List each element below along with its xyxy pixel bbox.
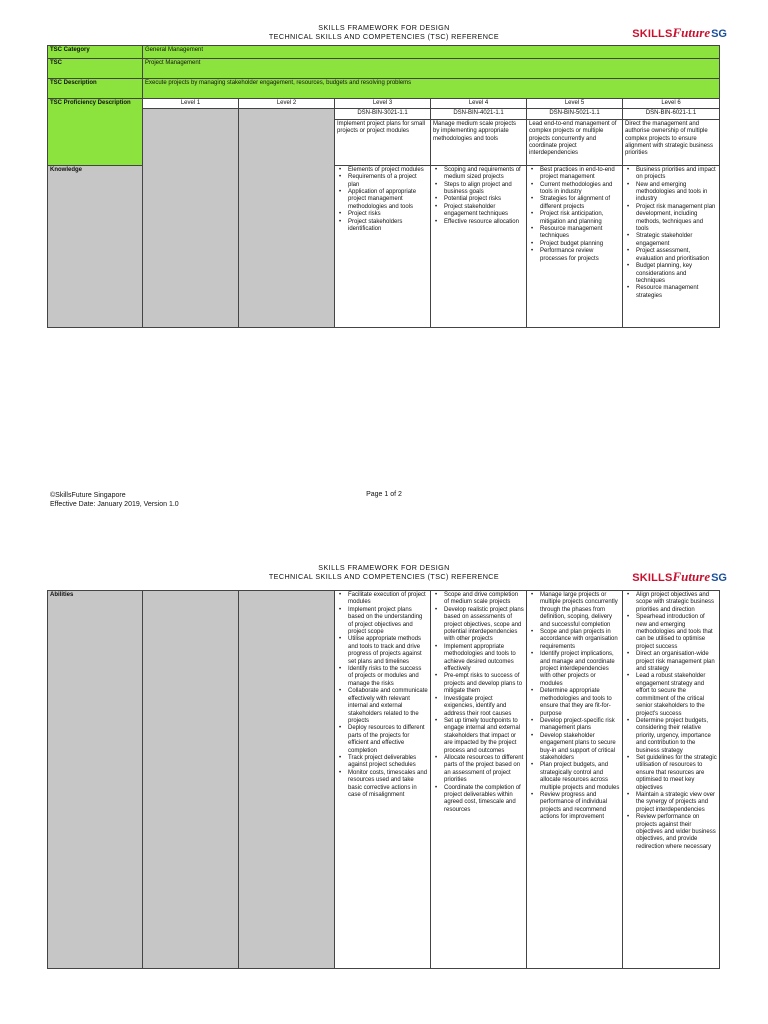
level-6-header: Level 6 <box>623 99 720 109</box>
abilities-level-1-empty <box>143 591 239 969</box>
knowledge-level-5 <box>527 165 623 327</box>
list-item: • New and emerging methodologies and tools in industry <box>636 182 717 204</box>
reference-title: TECHNICAL SKILLS AND COMPETENCIES (TSC) REFERENCE <box>268 572 500 581</box>
tsc-label: TSC <box>48 59 143 79</box>
skillsfuture-logo: SKILLSFutureSG <box>632 569 727 584</box>
level-4-desc: Manage medium scale projects by implementing appropriate methodologies and tools <box>431 119 527 165</box>
knowledge-level-6 <box>623 165 720 327</box>
list-item: • Set up timely touchpoints to engage internal and external stakeholders that impact or are impacted by the project process and outcomes <box>444 718 524 755</box>
list-item: • Lead a robust stakeholder engagement strategy and effort to secure the commitment of the critical senior stakeholders to the project's success <box>636 673 717 717</box>
list-item: • Deploy resources to different parts of the projects for efficient and effective completion <box>348 725 428 755</box>
bullet-list <box>433 167 524 226</box>
tsc-row <box>48 59 720 79</box>
list-item: • Project stakeholders identification <box>348 219 428 234</box>
abilities-level-2-empty <box>239 591 335 969</box>
knowledge-label: Knowledge <box>48 165 143 327</box>
list-item: • Resource management techniques <box>540 226 620 241</box>
copyright-text: ©SkillsFuture Singapore <box>50 492 126 499</box>
list-item: • Requirements of a project plan <box>348 174 428 189</box>
list-item: • Manage large projects or multiple projects concurrently through the phases from definition, scoping, delivery and successful completion <box>540 592 620 629</box>
tsc-description-value: Execute projects by managing stakeholder engagement, resources, budgets and resolving problems <box>143 79 720 99</box>
list-item: • Project risks <box>348 211 428 218</box>
list-item: • Application of appropriate project management methodologies and tools <box>348 189 428 211</box>
reference-title: TECHNICAL SKILLS AND COMPETENCIES (TSC) REFERENCE <box>268 32 500 41</box>
level-1-header: Level 1 <box>143 99 239 109</box>
level-4-code: DSN-BIN-4021-1.1 <box>431 109 527 119</box>
framework-title: SKILLS FRAMEWORK FOR DESIGN <box>318 563 450 572</box>
page-number: Page 1 of 2 <box>366 491 402 498</box>
bullet-list <box>625 592 717 851</box>
list-item: • Best practices in end-to-end project management <box>540 167 620 182</box>
bullet-list <box>529 167 620 263</box>
tsc-proficiency-label: TSC Proficiency Description <box>48 99 143 166</box>
level-5-code: DSN-BIN-5021-1.1 <box>527 109 623 119</box>
abilities-level-4 <box>431 591 527 969</box>
list-item: • Determine appropriate methodologies and tools to ensure that they are fit-for-purpose <box>540 688 620 718</box>
list-item: • Steps to align project and business goals <box>444 182 524 197</box>
tsc-table-page-2 <box>47 590 720 969</box>
list-item: • Collaborate and communicate effectively with relevant internal and external stakeholders related to the projects <box>348 688 428 725</box>
level-6-desc: Direct the management and authorise ownership of multiple complex projects to ensure alignment with strategic business priorities <box>623 119 720 165</box>
list-item: • Project risk anticipation, mitigation and planning <box>540 211 620 226</box>
list-item: • Scope and drive completion of medium scale projects <box>444 592 524 607</box>
list-item: • Business priorities and impact on projects <box>636 167 717 182</box>
bullet-list <box>337 167 428 234</box>
document-page-2 <box>0 550 768 1024</box>
list-item: • Align project objectives and scope with strategic business priorities and direction <box>636 592 717 614</box>
list-item: • Performance review processes for projects <box>540 248 620 263</box>
level-1-empty <box>143 109 239 327</box>
list-item: • Review progress and performance of individual projects and recommend actions for improvement <box>540 792 620 822</box>
list-item: • Effective resource allocation <box>444 219 524 226</box>
abilities-level-5 <box>527 591 623 969</box>
list-item: • Project assessment, evaluation and prioritisation <box>636 248 717 263</box>
list-item: • Develop stakeholder engagement plans to secure buy-in and support of critical stakeholders <box>540 733 620 763</box>
list-item: • Develop realistic project plans based on assessments of project objectives, scope and potential interdependencies with other projects <box>444 607 524 644</box>
list-item: • Project risk management plan development, including methods, techniques and tools <box>636 204 717 234</box>
list-item: • Budget planning, key considerations and techniques <box>636 263 717 285</box>
level-5-desc: Lead end-to-end management of complex projects or multiple projects concurrently and coordinate project interdependencies <box>527 119 623 165</box>
level-3-desc: Implement project plans for small projects or project modules <box>335 119 431 165</box>
skillsfuture-logo: SKILLSFutureSG <box>632 25 727 40</box>
list-item: • Project stakeholder engagement techniques <box>444 204 524 219</box>
framework-title: SKILLS FRAMEWORK FOR DESIGN <box>318 23 450 32</box>
abilities-row <box>48 591 720 969</box>
level-3-code: DSN-BIN-3021-1.1 <box>335 109 431 119</box>
list-item: • Resource management strategies <box>636 285 717 300</box>
list-item: • Develop project-specific risk management plans <box>540 718 620 733</box>
bullet-list <box>625 167 717 300</box>
level-6-code: DSN-BIN-6021-1.1 <box>623 109 720 119</box>
tsc-category-value: General Management <box>143 46 720 59</box>
list-item: • Utilise appropriate methods and tools to track and drive progress of projects against set plans and timelines <box>348 636 428 666</box>
list-item: • Plan project budgets, and strategically control and allocate resources across multiple projects and modules <box>540 762 620 792</box>
list-item: • Monitor costs, timescales and resources used and take basic corrective actions in case of misalignment <box>348 770 428 800</box>
level-2-empty <box>239 109 335 327</box>
list-item: • Maintain a strategic view over the synergy of projects and project interdependencies <box>636 792 717 814</box>
bullet-list <box>433 592 524 814</box>
tsc-category-row <box>48 46 720 59</box>
level-header-row <box>48 99 720 109</box>
level-3-header: Level 3 <box>335 99 431 109</box>
list-item: • Elements of project modules <box>348 167 428 174</box>
tsc-value: Project Management <box>143 59 720 79</box>
list-item: • Spearhead introduction of new and emerging methodologies and tools that can be utilised to optimise project success <box>636 614 717 651</box>
abilities-level-6 <box>623 591 720 969</box>
list-item: • Strategies for alignment of different projects <box>540 196 620 211</box>
list-item: • Strategic stakeholder engagement <box>636 233 717 248</box>
list-item: • Potential project risks <box>444 196 524 203</box>
bullet-list <box>529 592 620 822</box>
list-item: • Track project deliverables against project schedules <box>348 755 428 770</box>
knowledge-level-3 <box>335 165 431 327</box>
list-item: • Identify project implications, and manage and coordinate project interdependencies with other projects or modules <box>540 651 620 688</box>
list-item: • Direct an organisation-wide project risk management plan and strategy <box>636 651 717 673</box>
effective-date-text: Effective Date: January 2019, Version 1.0 <box>50 501 179 508</box>
level-2-header: Level 2 <box>239 99 335 109</box>
list-item: • Facilitate execution of project modules <box>348 592 428 607</box>
list-item: • Project budget planning <box>540 241 620 248</box>
list-item: • Investigate project exigencies, identify and address their root causes <box>444 696 524 718</box>
level-5-header: Level 5 <box>527 99 623 109</box>
abilities-label: Abilities <box>48 591 143 969</box>
list-item: • Scope and plan projects in accordance with organisation requirements <box>540 629 620 651</box>
list-item: • Scoping and requirements of medium sized projects <box>444 167 524 182</box>
list-item: • Identify risks to the success of projects or modules and manage the risks <box>348 666 428 688</box>
list-item: • Implement project plans based on the understanding of project objectives and project scope <box>348 607 428 637</box>
list-item: • Determine project budgets, considering their relative priority, urgency, importance and contribution to the business strategy <box>636 718 717 755</box>
knowledge-level-4 <box>431 165 527 327</box>
tsc-description-label: TSC Description <box>48 79 143 99</box>
level-4-header: Level 4 <box>431 99 527 109</box>
tsc-description-row <box>48 79 720 99</box>
tsc-table-page-1 <box>47 45 720 328</box>
list-item: • Coordinate the completion of project deliverables within agreed cost, timescale and resources <box>444 785 524 815</box>
list-item: • Allocate resources to different parts of the project based on an assessment of project priorities <box>444 755 524 785</box>
list-item: • Pre-empt risks to success of projects and develop plans to mitigate them <box>444 673 524 695</box>
tsc-category-label: TSC Category <box>48 46 143 59</box>
list-item: • Implement appropriate methodologies and tools to achieve desired outcomes effectively <box>444 644 524 674</box>
list-item: • Current methodologies and tools in industry <box>540 182 620 197</box>
bullet-list <box>337 592 428 799</box>
abilities-level-3 <box>335 591 431 969</box>
code-row <box>48 109 720 119</box>
list-item: • Review performance on projects against their objectives and wider business objectives, and provide redirection where necessary <box>636 814 717 851</box>
list-item: • Set guidelines for the strategic utilisation of resources to ensure that resources are optimised to meet key objectives <box>636 755 717 792</box>
